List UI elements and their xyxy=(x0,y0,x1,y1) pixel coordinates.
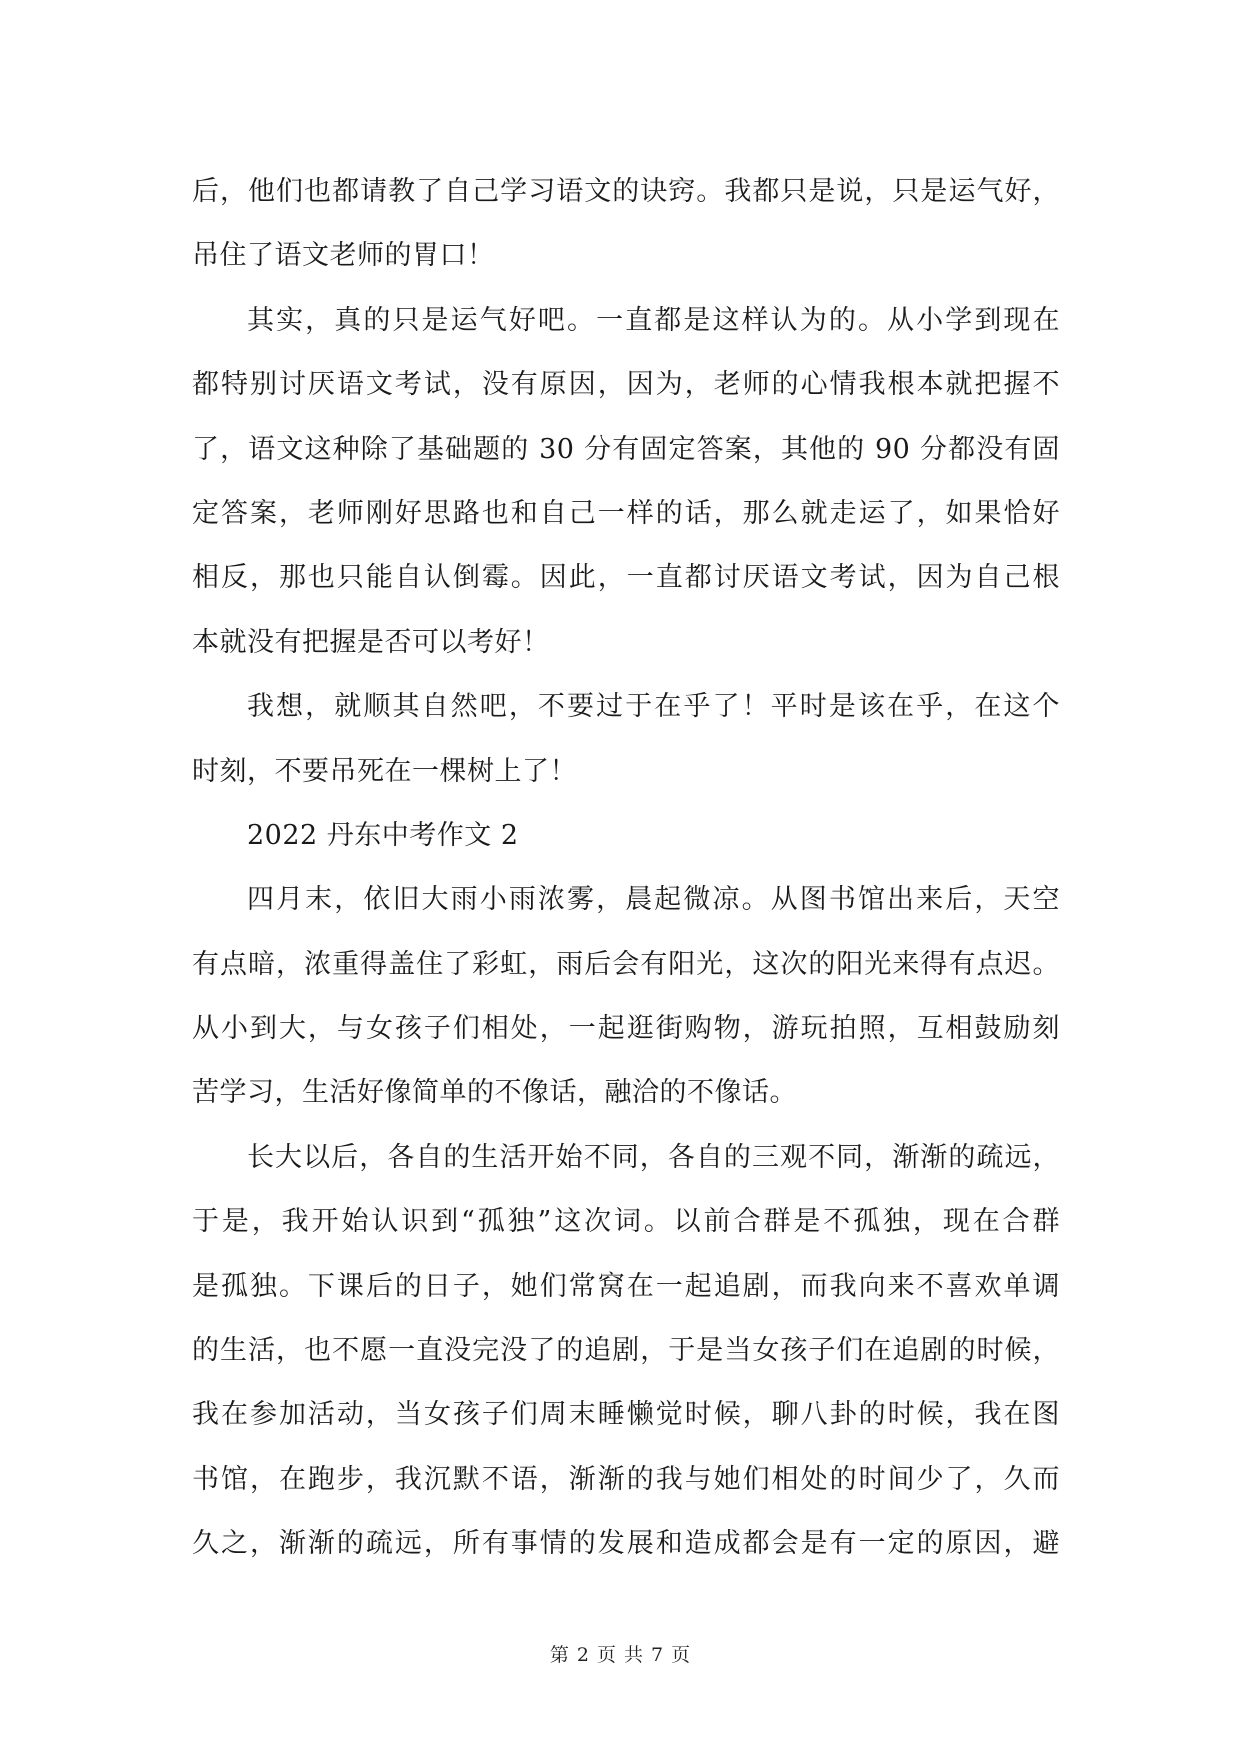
text-line: 了，语文这种除了基础题的 30 分有固定答案，其他的 90 分都没有固 xyxy=(192,433,1060,465)
text-line: 于是，我开始认识到“孤独”这次词。以前合群是不孤独，现在合群 xyxy=(192,1206,1060,1238)
text-line: 是孤独。下课后的日子，她们常窝在一起追剧，而我向来不喜欢单调 xyxy=(192,1270,1060,1302)
text-line: 的生活，也不愿一直没完没了的追剧，于是当女孩子们在追剧的时候， xyxy=(192,1335,1060,1367)
text-line: 本就没有把握是否可以考好！ xyxy=(192,626,550,658)
text-line: 四月末，依旧大雨小雨浓雾，晨起微凉。从图书馆出来后，天空 xyxy=(247,884,1060,916)
text-line: 苦学习，生活好像简单的不像话，融洽的不像话。 xyxy=(192,1077,797,1109)
text-line: 相反，那也只能自认倒霉。因此，一直都讨厌语文考试，因为自己根 xyxy=(192,562,1060,594)
text-line: 从小到大，与女孩子们相处，一起逛街购物，游玩拍照，互相鼓励刻 xyxy=(192,1013,1060,1045)
text-line: 长大以后，各自的生活开始不同，各自的三观不同，渐渐的疏远， xyxy=(247,1141,1060,1173)
text-line: 我想，就顺其自然吧，不要过于在乎了！平时是该在乎，在这个 xyxy=(247,691,1060,723)
text-line: 时刻，不要吊死在一棵树上了！ xyxy=(192,755,577,787)
text-line: 2022 丹东中考作文 2 xyxy=(247,819,519,851)
text-line: 其实，真的只是运气好吧。一直都是这样认为的。从小学到现在 xyxy=(247,304,1060,336)
text-line: 后，他们也都请教了自己学习语文的诀窍。我都只是说，只是运气好， xyxy=(192,176,1060,207)
text-line: 吊住了语文老师的胃口！ xyxy=(192,240,495,272)
text-line: 我在参加活动，当女孩子们周末睡懒觉时候，聊八卦的时候，我在图 xyxy=(192,1399,1060,1431)
text-line: 有点暗，浓重得盖住了彩虹，雨后会有阳光，这次的阳光来得有点迟。 xyxy=(192,948,1060,980)
text-line: 定答案，老师刚好思路也和自己一样的话，那么就走运了，如果恰好 xyxy=(192,497,1060,529)
text-line: 书馆，在跑步，我沉默不语，渐渐的我与她们相处的时间少了，久而 xyxy=(192,1463,1060,1495)
page-number-footer: 第 2 页 共 7 页 xyxy=(549,1644,692,1666)
text-line: 久之，渐渐的疏远，所有事情的发展和造成都会是有一定的原因，避 xyxy=(192,1528,1060,1560)
document-body xyxy=(192,160,1060,1577)
text-line: 都特别讨厌语文考试，没有原因，因为，老师的心情我根本就把握不 xyxy=(192,369,1060,401)
